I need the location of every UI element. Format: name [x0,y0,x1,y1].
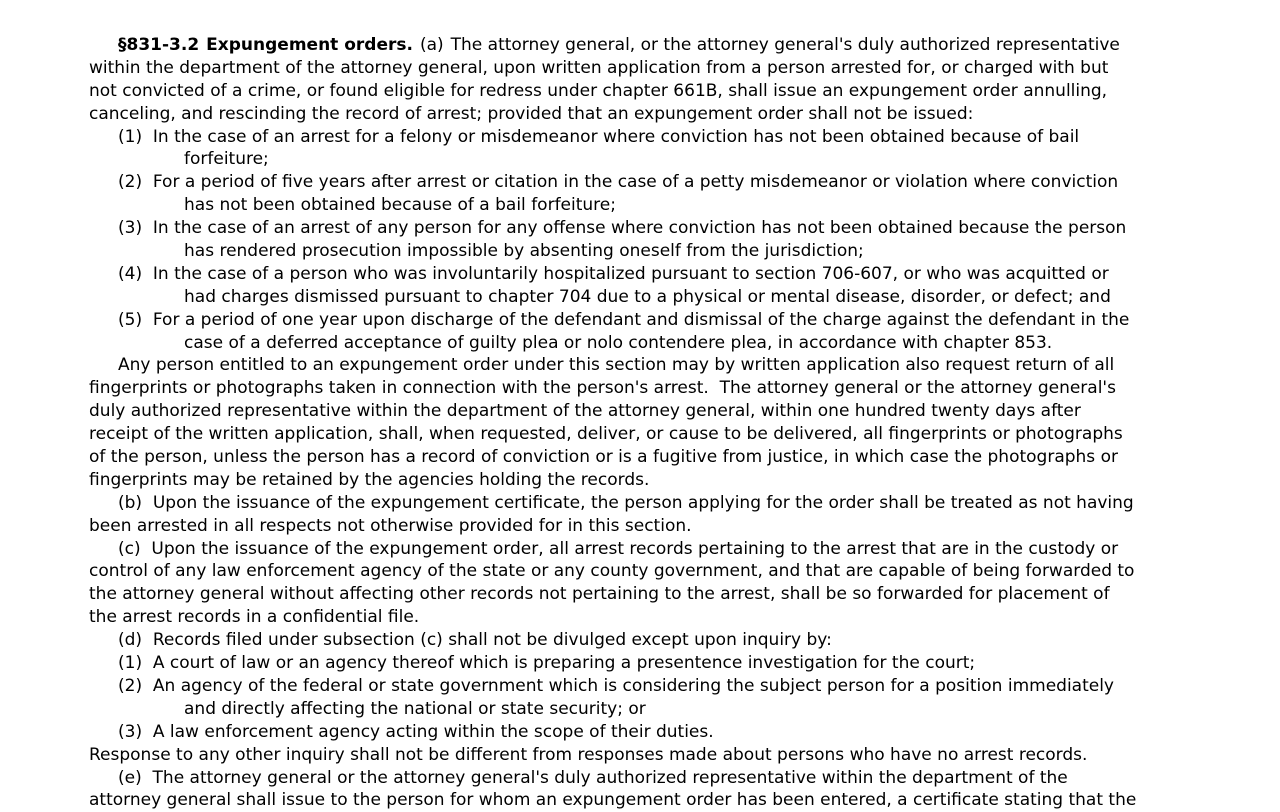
list-item-d2-continuation: and directly affecting the national or state security; or [184,698,646,719]
list-item-3-continuation: has rendered prosecution impossible by absenting oneself from the jurisdiction; [184,241,864,262]
paragraph-start: Any person entitled to an expungement order under this section may by written application also request return of all [118,355,1115,376]
subsection-b: (b) Upon the issuance of the expungement certificate, the person applying for the order shall be treated as not having [118,492,1134,513]
list-item-d2: (2) An agency of the federal or state government which is considering the subject person for a position immediately [118,675,1114,696]
text-line: receipt of the written application, shall, when requested, deliver, or cause to be delivered, all fingerprints or photographs [89,424,1123,445]
list-item-4-continuation: had charges dismissed pursuant to chapter 704 due to a physical or mental disease, disorder, or defect; and [184,286,1111,307]
text-line: within the department of the attorney general, upon written application from a person arrested for, or charged with but [89,57,1109,78]
list-item-5-continuation: case of a deferred acceptance of guilty plea or nolo contendere plea, in accordance with chapter 853. [184,332,1053,353]
text-line: Response to any other inquiry shall not be different from responses made about persons who have no arrest records. [89,744,1088,765]
list-item-5: (5) For a period of one year upon discharge of the defendant and dismissal of the charge against the defendant in the [118,309,1130,330]
subsection-d: (d) Records filed under subsection (c) shall not be divulged except upon inquiry by: [118,630,832,651]
subsection-c: (c) Upon the issuance of the expungement order, all arrest records pertaining to the arrest that are in the custody or [118,538,1119,559]
text-line: the attorney general without affecting other records not pertaining to the arrest, shall be so forwarded for placement of [89,584,1110,605]
text-line: attorney general shall issue to the person for whom an expungement order has been entered, a certificate stating that the [89,790,1137,811]
list-item-4: (4) In the case of a person who was involuntarily hospitalized pursuant to section 706-607, or who was acquitted or [118,263,1109,284]
list-item-1: (1) In the case of an arrest for a felony or misdemeanor where conviction has not been obtained because of bail [118,126,1080,147]
subsection-a-text: The attorney general, or the attorney general's duly authorized representative [450,35,1120,55]
text-line: of the person, unless the person has a record of conviction or is a fugitive from justice, in which case the photographs or [89,447,1118,468]
list-item-d1: (1) A court of law or an agency thereof which is preparing a presentence investigation for the court; [118,653,976,674]
list-item-2-continuation: has not been obtained because of a bail forfeiture; [184,195,616,216]
section-heading-line [89,34,1199,57]
section-title: Expungement orders. [206,35,413,55]
list-item-2: (2) For a period of five years after arrest or citation in the case of a petty misdemeanor or violation where conviction [118,172,1119,193]
subsection-e: (e) The attorney general or the attorney general's duly authorized representative within the department of the [118,767,1068,788]
list-item-1-continuation: forfeiture; [184,149,269,170]
text-line: canceling, and rescinding the record of arrest; provided that an expungement order shall not be issued: [89,103,974,124]
text-line: fingerprints or photographs taken in connection with the person's arrest. The attorney general or the attorney general's [89,378,1116,399]
list-item-d3: (3) A law enforcement agency acting within the scope of their duties. [118,721,714,742]
text-line: the arrest records in a confidential file. [89,607,420,628]
text-line: duly authorized representative within the department of the attorney general, within one hundred twenty days after [89,401,1081,422]
statute-document [89,34,1199,812]
section-number: §831-3.2 [118,35,200,55]
text-line: not convicted of a crime, or found eligible for redress under chapter 661B, shall issue an expungement order annulling, [89,80,1108,101]
text-line: control of any law enforcement agency of the state or any county government, and that are capable of being forwarded to [89,561,1135,582]
subsection-a-label: (a) [419,35,444,55]
text-line: fingerprints may be retained by the agencies holding the records. [89,469,650,490]
list-item-3: (3) In the case of an arrest of any person for any offense where conviction has not been obtained because the person [118,218,1127,239]
text-line: been arrested in all respects not otherwise provided for in this section. [89,515,692,536]
